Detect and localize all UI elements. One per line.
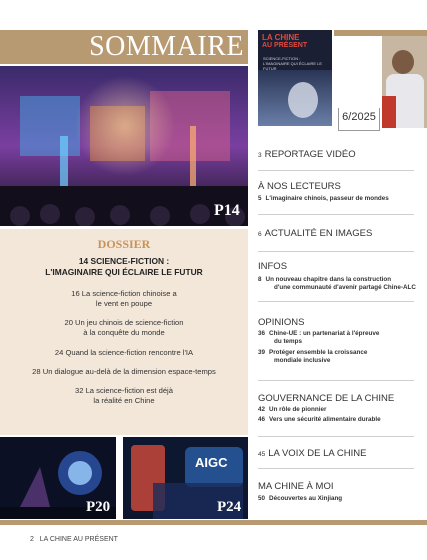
dossier-item-line1: 16 La science-fiction chinoise a — [71, 289, 177, 298]
photo-person-head — [392, 50, 414, 74]
dossier-item-line1: 32 La science-fiction est déjà — [75, 386, 173, 395]
toc-item-label-cont: mondiale inclusive — [274, 357, 331, 364]
dossier-item[interactable] — [0, 318, 248, 338]
cover-subtitle: SCIENCE-FICTION : L'IMAGINAIRE QUI ÉCLAIRE LE FUTUR — [263, 56, 323, 71]
toc-gouvernance-item[interactable] — [258, 416, 381, 424]
dossier-item-line1: 24 Quand la science-fiction rencontre l'IA — [54, 348, 194, 357]
divider — [258, 251, 414, 252]
toc-machine-heading: MA CHINE À MOI — [258, 481, 334, 492]
toc-item-label: Vers une sécurité alimentaire durable — [269, 416, 381, 423]
dossier-item-line2: à la conquête du monde — [83, 328, 165, 337]
magazine-cover[interactable] — [258, 30, 332, 126]
toc-page-num: 8 — [258, 276, 262, 283]
p20-label: P20 — [86, 499, 111, 515]
game-image[interactable] — [0, 437, 116, 519]
issue-number: 6/2025 — [338, 108, 380, 131]
toc-lecteurs-heading: À NOS LECTEURS — [258, 181, 341, 192]
p24-label: P24 — [217, 499, 242, 515]
toc-page-num: 46 — [258, 416, 266, 423]
toc-voix[interactable] — [258, 448, 366, 459]
toc-opinions-item[interactable] — [258, 330, 379, 346]
divider — [258, 214, 414, 215]
dossier-lead[interactable] — [0, 256, 248, 278]
divider — [258, 468, 414, 469]
toc-page-num: 45 — [258, 451, 266, 458]
dossier-item[interactable] — [0, 367, 248, 377]
toc-gouvernance-heading: GOUVERNANCE DE LA CHINE — [258, 393, 395, 404]
toc-opinions-item[interactable] — [258, 349, 367, 365]
top-right-photo — [382, 36, 427, 128]
toc-page-num: 5 — [258, 195, 262, 202]
dossier-item-line2: le vent en poupe — [95, 299, 153, 308]
toc-infos-item[interactable] — [258, 276, 416, 292]
cover-title-line2: AU PRÉSENT — [262, 42, 308, 49]
toc-section-label: REPORTAGE VIDÉO — [264, 149, 356, 160]
toc-item-label-cont: du temps — [274, 338, 302, 345]
toc-page-num: 50 — [258, 495, 266, 502]
dossier-item-line1: 20 Un jeu chinois de science-fiction — [64, 318, 184, 327]
aigc-label: AIGC — [195, 455, 228, 470]
toc-item-label: Découvertes au Xinjiang — [269, 495, 343, 502]
dossier-block — [0, 229, 248, 435]
dossier-item[interactable] — [0, 289, 248, 309]
toc-page-num: 39 — [258, 349, 266, 356]
toc-page-num: 42 — [258, 406, 266, 413]
toc-lecteurs-item[interactable] — [258, 195, 389, 203]
divider — [258, 301, 414, 302]
dossier-heading: DOSSIER — [97, 237, 151, 251]
hero-page-label: P14 — [214, 202, 240, 219]
cover-title — [262, 34, 307, 50]
photo-object — [382, 96, 396, 128]
toc-machine-item[interactable] — [258, 495, 342, 503]
toc-actualite[interactable] — [258, 228, 372, 239]
toc-item-label: Protéger ensemble la croissance — [269, 349, 368, 356]
toc-infos-heading: INFOS — [258, 261, 288, 272]
toc-section-label: LA VOIX DE LA CHINE — [268, 448, 367, 459]
toc-section-label: ACTUALITÉ EN IMAGES — [264, 228, 373, 239]
toc-item-label: Chine-UE : un partenariat à l'épreuve — [269, 330, 380, 337]
dossier-lead-line2: L'IMAGINAIRE QUI ÉCLAIRE LE FUTUR — [45, 267, 203, 277]
page-title: SOMMAIRE — [89, 31, 244, 62]
dossier-lead-num: 14 — [78, 256, 89, 266]
dossier-item[interactable] — [0, 348, 248, 358]
divider — [258, 380, 414, 381]
toc-gouvernance-item[interactable] — [258, 406, 326, 414]
footer — [30, 536, 118, 543]
footer-page-number: 2 — [30, 536, 34, 543]
bottom-band — [0, 520, 427, 525]
toc-item-label: L'imaginaire chinois, passeur de mondes — [265, 195, 389, 202]
toc-item-label: Un nouveau chapitre dans la construction — [265, 276, 392, 283]
toc-item-label-cont: d'une communauté d'avenir partagé Chine-ALC — [274, 284, 416, 291]
dossier-item-line1: 28 Un dialogue au-delà de la dimension espace-temps — [32, 367, 216, 376]
cover-robot-shape — [288, 82, 318, 118]
toc-page-num: 36 — [258, 330, 266, 337]
dossier-item-line2: la réalité en Chine — [93, 396, 155, 405]
hero-illustration — [0, 66, 248, 226]
toc-opinions-heading: OPINIONS — [258, 317, 305, 328]
hero-image[interactable] — [0, 66, 248, 226]
footer-magazine-name: LA CHINE AU PRÉSENT — [39, 536, 118, 543]
toc-page-num: 3 — [258, 152, 262, 159]
toc-item-label: Un rôle de pionnier — [269, 406, 327, 413]
divider — [258, 436, 414, 437]
toc-reportage[interactable] — [258, 149, 356, 160]
divider — [258, 170, 414, 171]
toc-page-num: 6 — [258, 231, 262, 238]
dossier-item[interactable] — [0, 386, 248, 406]
cover-title-line1: LA CHINE — [262, 33, 300, 42]
dossier-lead-line1: SCIENCE-FICTION : — [90, 256, 170, 266]
ai-image[interactable] — [123, 437, 248, 519]
